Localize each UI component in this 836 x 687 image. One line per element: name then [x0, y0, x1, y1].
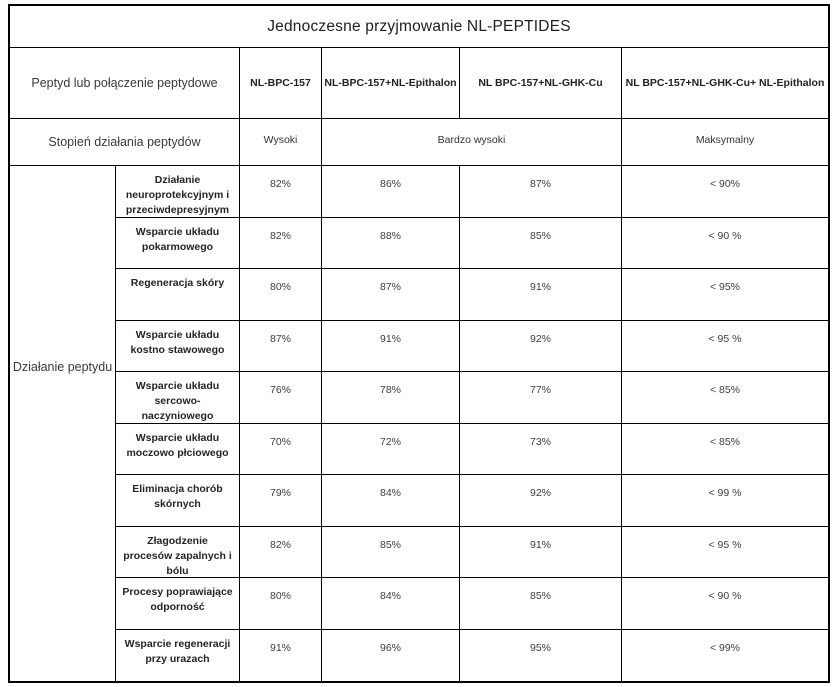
value-cell: 82% [240, 527, 322, 579]
row-label-cell: Działanie neuroprotekcyjnym i przeciwdepresyjnym [116, 166, 240, 218]
column-header-nl-bpc-157-ghk-cu: NL BPC-157+NL-GHK-Cu [460, 48, 622, 119]
value-cell: < 99 % [622, 475, 828, 527]
value-cell: 91% [460, 269, 622, 321]
row-label-cell: Eliminacja chorób skórnych [116, 475, 240, 527]
value-cell: 87% [460, 166, 622, 218]
value-cell: 85% [322, 527, 460, 579]
table-title: Jednoczesne przyjmowanie NL-PEPTIDES [10, 6, 828, 48]
value-cell: < 85% [622, 372, 828, 424]
value-cell: < 85% [622, 424, 828, 476]
row-label-cell: Procesy poprawiające odporność [116, 578, 240, 630]
body-group-label: Działanie peptydu [10, 166, 116, 681]
header-row-label: Peptyd lub połączenie peptydowe [10, 48, 240, 119]
row-label-cell: Wsparcie układu moczowo płciowego [116, 424, 240, 476]
value-cell: 82% [240, 218, 322, 270]
value-cell: 91% [322, 321, 460, 373]
column-header-nl-bpc-157-ghk-cu-epithalon: NL BPC-157+NL-GHK-Cu+ NL-Epithalon [622, 48, 828, 119]
value-cell: 88% [322, 218, 460, 270]
value-cell: 70% [240, 424, 322, 476]
value-cell: 87% [322, 269, 460, 321]
value-cell: 87% [240, 321, 322, 373]
value-cell: 73% [460, 424, 622, 476]
degree-value-maksymalny: Maksymalny [622, 119, 828, 166]
peptides-table [8, 4, 830, 683]
value-cell: 92% [460, 321, 622, 373]
value-cell: 80% [240, 269, 322, 321]
value-cell: 84% [322, 578, 460, 630]
value-cell: 91% [240, 630, 322, 682]
value-cell: < 95% [622, 269, 828, 321]
value-cell: 85% [460, 218, 622, 270]
value-cell: 85% [460, 578, 622, 630]
value-cell: 77% [460, 372, 622, 424]
degree-row-label: Stopień działania peptydów [10, 119, 240, 166]
value-cell: 96% [322, 630, 460, 682]
value-cell: 80% [240, 578, 322, 630]
value-cell: 79% [240, 475, 322, 527]
value-cell: < 90 % [622, 578, 828, 630]
row-label-cell: Wsparcie układu kostno stawowego [116, 321, 240, 373]
row-label-cell: Wsparcie układu sercowo-naczyniowego [116, 372, 240, 424]
value-cell: 72% [322, 424, 460, 476]
degree-value-wysoki: Wysoki [240, 119, 322, 166]
value-cell: 95% [460, 630, 622, 682]
value-cell: 84% [322, 475, 460, 527]
column-header-nl-bpc-157: NL-BPC-157 [240, 48, 322, 119]
value-cell: < 95 % [622, 527, 828, 579]
value-cell: 82% [240, 166, 322, 218]
degree-value-bardzo-wysoki: Bardzo wysoki [322, 119, 622, 166]
row-label-cell: Regeneracja skóry [116, 269, 240, 321]
value-cell: < 95 % [622, 321, 828, 373]
column-header-nl-bpc-157-epithalon: NL-BPC-157+NL-Epithalon [322, 48, 460, 119]
value-cell: 86% [322, 166, 460, 218]
value-cell: < 99% [709, 641, 741, 654]
value-cell: < 90 % [622, 218, 828, 270]
value-cell: 91% [460, 527, 622, 579]
row-label-cell: Złagodzenie procesów zapalnych i bólu [116, 527, 240, 579]
value-cell: 78% [322, 372, 460, 424]
row-label-cell: Wsparcie układu pokarmowego [116, 218, 240, 270]
value-cell: 92% [460, 475, 622, 527]
value-cell: 76% [240, 372, 322, 424]
value-cell: < 90% [622, 166, 828, 218]
row-label-cell: Wsparcie regeneracji przy urazach [116, 630, 240, 682]
